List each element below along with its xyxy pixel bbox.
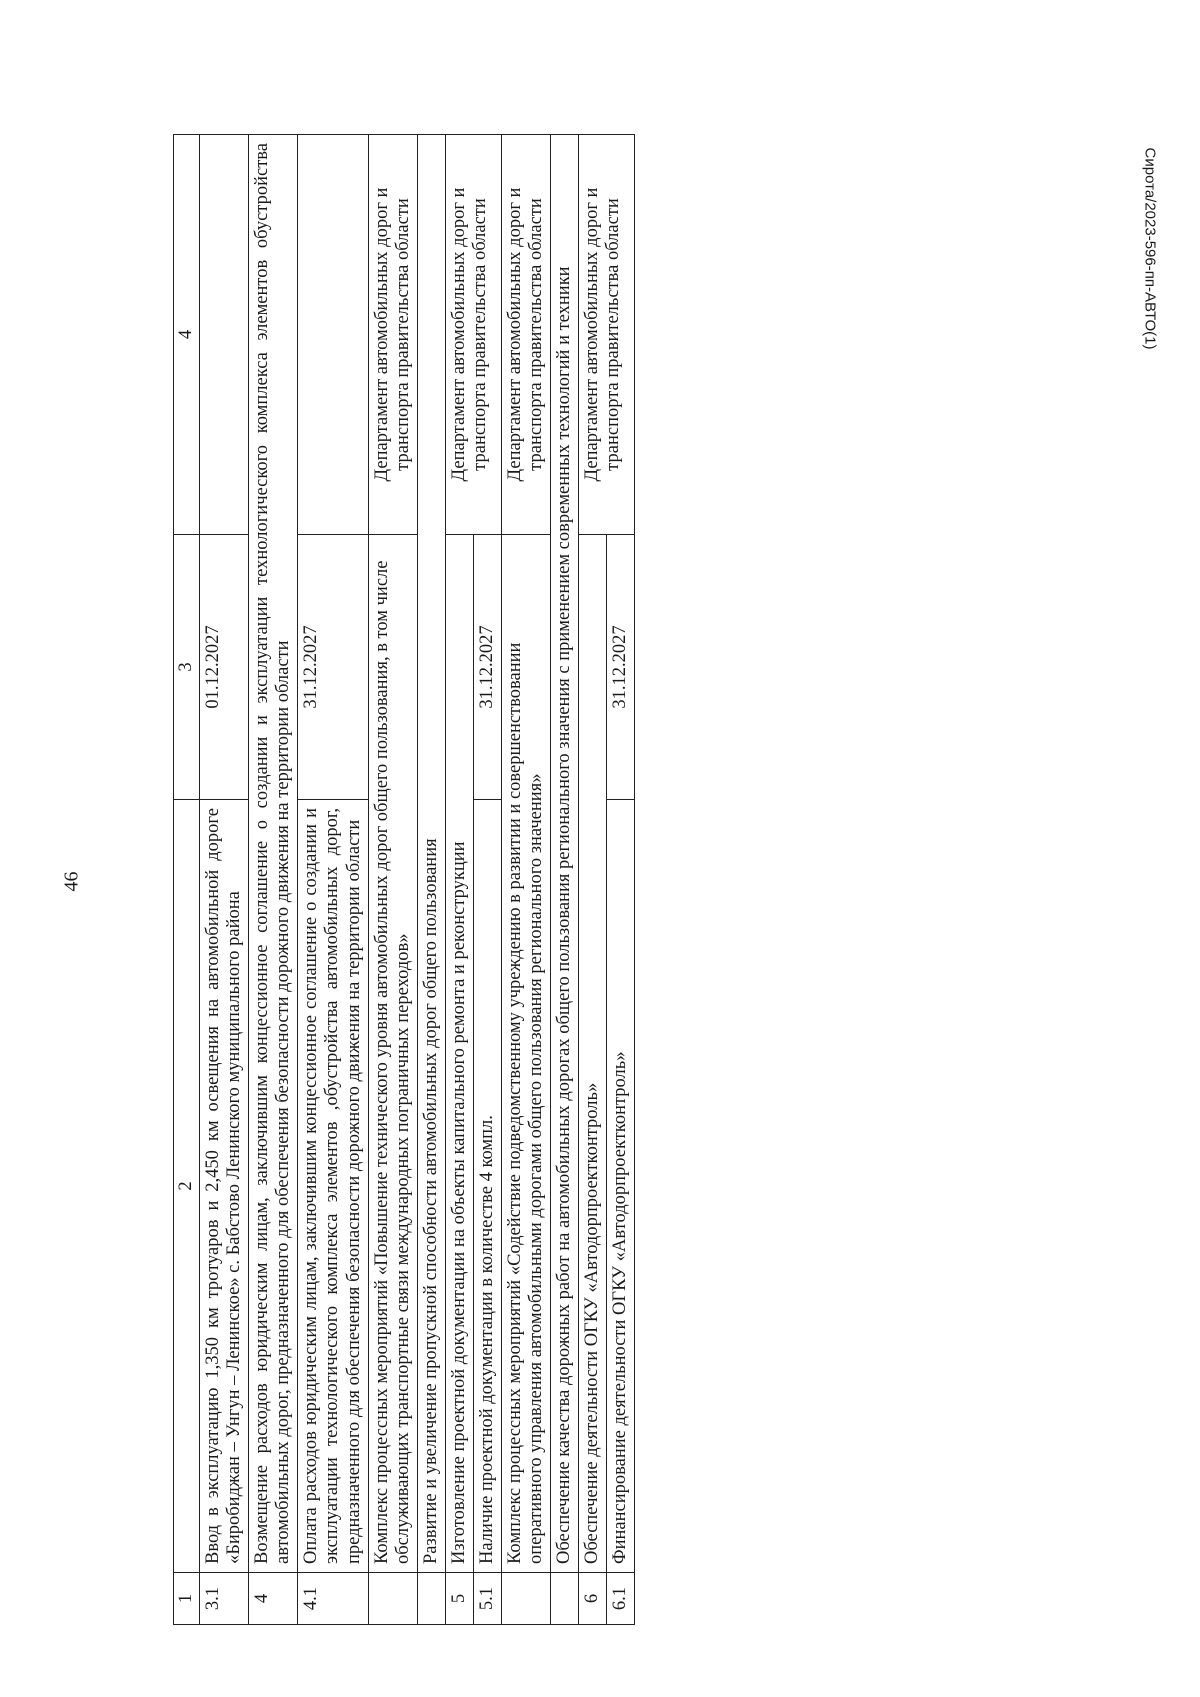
page-number: 46 xyxy=(60,871,83,892)
row-department xyxy=(200,135,249,535)
row-date: 31.12.2027 xyxy=(473,535,501,800)
row-number xyxy=(417,1573,445,1625)
section-heading: Обеспечение качества дорожных работ на автомобильных дорогах общего пользования регионального значения с применением современных технологий и техники xyxy=(551,135,579,1573)
row-description: Ввод в эксплуатацию 1,350 км тротуаров и 2,450 км освещения на автомобильной дороге «Биробиджан – Унгун – Ленинское» с. Бабстово Ленинского муниципального района xyxy=(200,800,249,1573)
complex-title: Комплекс процессных мероприятий «Содействие подведомственному учреждению в развитии и совершенствовании оперативного управления автомобильными дорогами общего пользования регионального значения» xyxy=(502,535,551,1573)
activities-table xyxy=(173,134,635,1625)
row-number: 4.1 xyxy=(298,1573,368,1625)
header-col-2: 2 xyxy=(174,800,200,1573)
row-number: 4 xyxy=(249,1573,298,1625)
table-row xyxy=(249,135,298,1625)
row-date: 01.12.2027 xyxy=(200,535,249,800)
table-container xyxy=(173,135,948,1625)
table-header-row xyxy=(174,135,200,1625)
row-description: Обеспечение деятельности ОГКУ «Автодорпроектконтроль» xyxy=(579,535,607,1573)
table-row xyxy=(579,135,607,1625)
row-number xyxy=(368,1573,417,1625)
table-row xyxy=(368,135,417,1625)
row-number xyxy=(551,1573,579,1625)
row-date: 31.12.2027 xyxy=(607,535,635,800)
table-row xyxy=(417,135,445,1625)
row-description: Изготовление проектной документации на объекты капитального ремонта и реконструкции xyxy=(445,535,473,1573)
table-row xyxy=(445,135,473,1625)
row-department: Департамент автомобильных дорог и транспорта правительства области xyxy=(368,135,417,535)
row-number: 5.1 xyxy=(473,1573,501,1625)
table-row xyxy=(551,135,579,1625)
row-description: Наличие проектной документации в количестве 4 компл. xyxy=(473,800,501,1573)
row-number: 6 xyxy=(579,1573,607,1625)
table-row xyxy=(298,135,368,1625)
document-footer: Сирота/2023-596-пп-АВТО(1) xyxy=(1141,147,1159,350)
table-row xyxy=(200,135,249,1625)
row-number: 5 xyxy=(445,1573,473,1625)
section-heading: Развитие и увеличение пропускной способности автомобильных дорог общего пользования xyxy=(417,135,445,1573)
row-description: Возмещение расходов юридическим лицам, заключившим концессионное соглашение о создании и эксплуатации технологического комплекса элементов обустройства автомобильных дорог, предназначенного для обеспечения безопасности дорожного движения на территории области xyxy=(249,135,298,1573)
header-col-1: 1 xyxy=(174,1573,200,1625)
row-department: Департамент автомобильных дорог и транспорта правительства области xyxy=(445,135,501,535)
row-department xyxy=(298,135,368,535)
row-number xyxy=(502,1573,551,1625)
header-col-3: 3 xyxy=(174,535,200,800)
row-number: 6.1 xyxy=(607,1573,635,1625)
row-number: 3.1 xyxy=(200,1573,249,1625)
row-description: Финансирование деятельности ОГКУ «Автодорпроектконтроль» xyxy=(607,800,635,1573)
header-col-4: 4 xyxy=(174,135,200,535)
complex-title: Комплекс процессных мероприятий «Повышение технического уровня автомобильных дорог общего пользования, в том числе обслуживающих транспортные связи международных пограничных переходов» xyxy=(368,535,417,1573)
table-row xyxy=(502,135,551,1625)
row-department: Департамент автомобильных дорог и транспорта правительства области xyxy=(502,135,551,535)
row-date: 31.12.2027 xyxy=(298,535,368,800)
row-description: Оплата расходов юридическим лицам, заключившим концессионное соглашение о создании и эксплуатации технологического комплекса элементов ,обустройства автомобильных дорог, предназначенного для обеспечения безопасности дорожного движения на территории области xyxy=(298,800,368,1573)
row-department: Департамент автомобильных дорог и транспорта правительства области xyxy=(579,135,635,535)
